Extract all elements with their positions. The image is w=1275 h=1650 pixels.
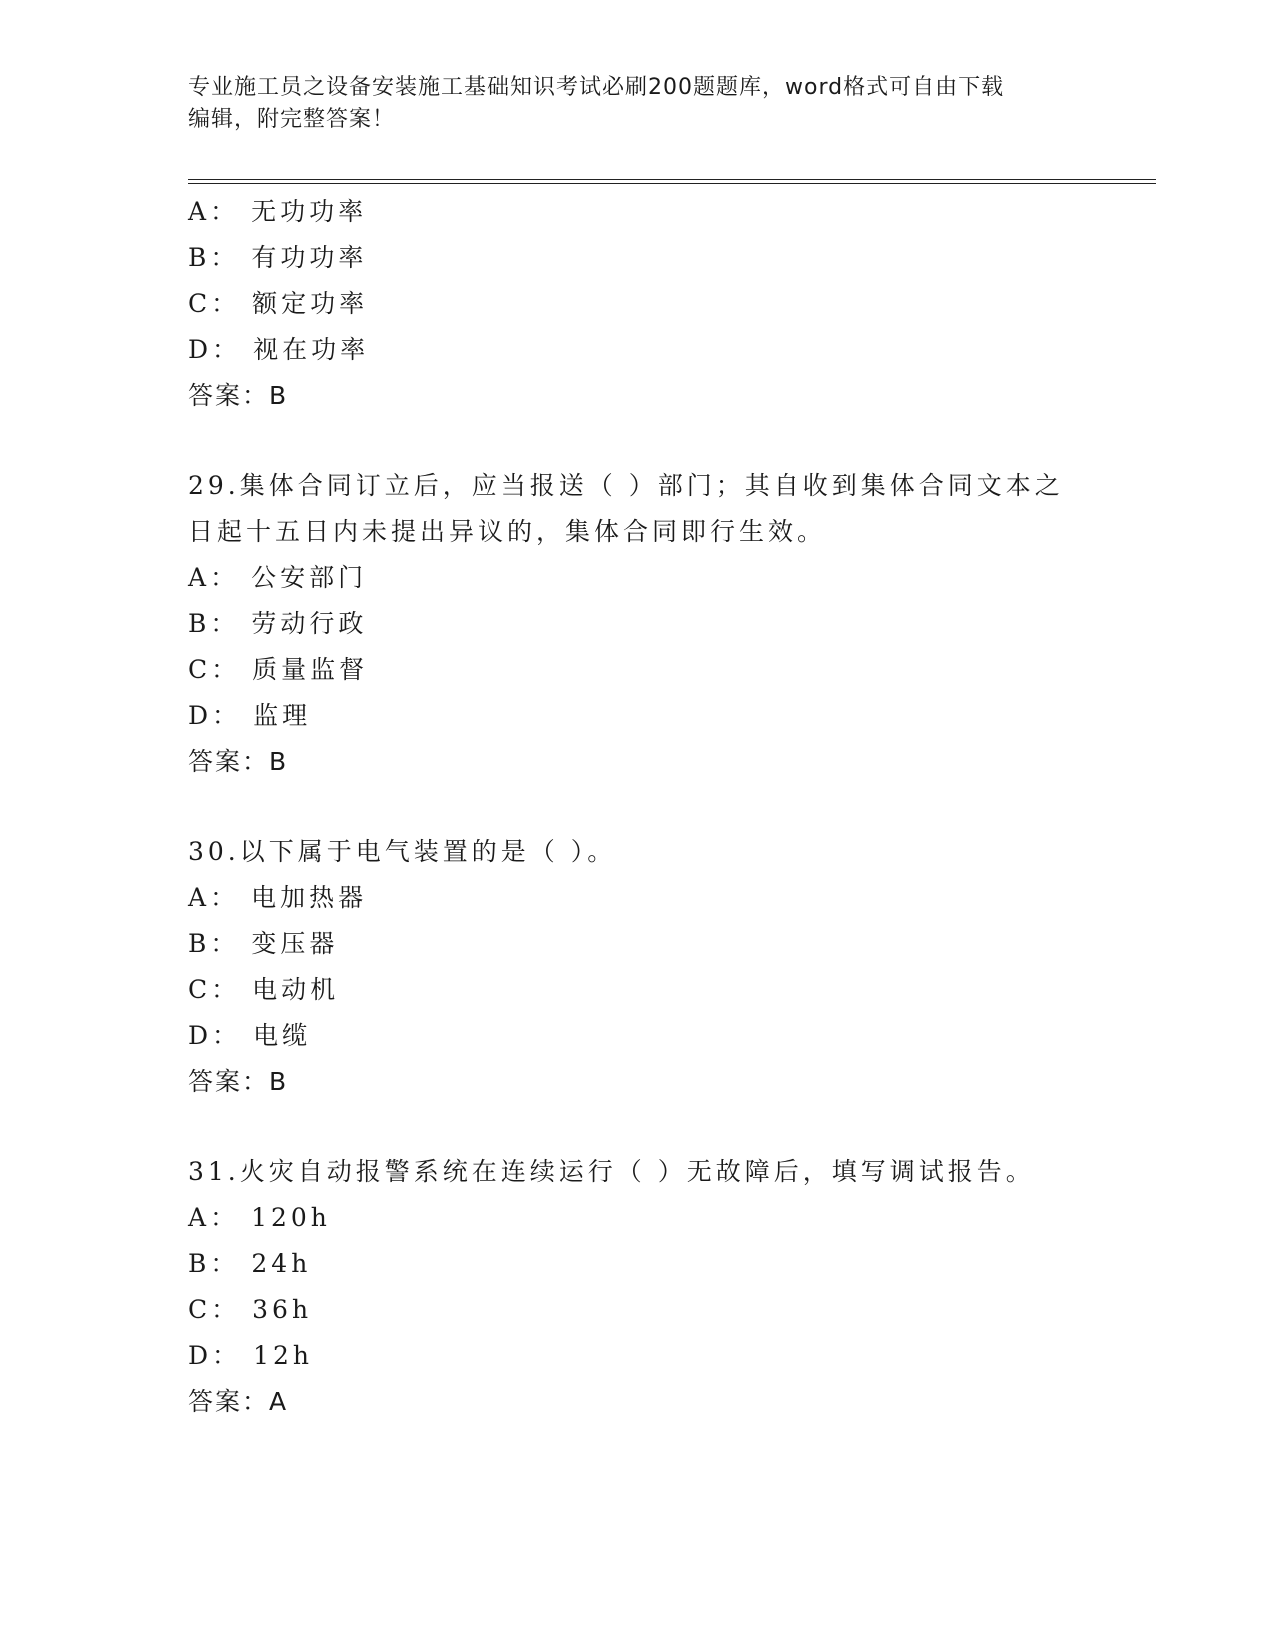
option-separator: ： [210,1249,240,1278]
header-divider-top [188,179,1156,180]
option-key: C [188,975,212,1004]
option-separator: ： [211,289,241,318]
option-d [188,327,1088,373]
question-content [188,189,1088,1425]
option-separator: ： [212,335,242,364]
question-block-30 [188,829,1088,1105]
option-b [188,601,1088,647]
option-text: 无功功率 [251,197,368,226]
option-text: 120h [251,1203,331,1232]
option-key: D [188,1341,213,1370]
option-text: 监理 [253,701,312,730]
option-c [188,647,1088,693]
option-text: 36h [252,1295,313,1324]
question-block-28-continued [188,189,1088,419]
option-key: B [188,609,211,638]
option-a [188,1195,1088,1241]
header-divider-bottom [188,183,1156,184]
question-text-line-1: 以下属于电气装置的是（ ）。 [239,837,617,866]
answer-label: 答案：B [188,1067,289,1096]
option-key: A [188,883,211,912]
option-b [188,1241,1088,1287]
option-key: C [188,289,212,318]
option-key: A [188,197,211,226]
option-text: 电动机 [252,975,340,1004]
question-number: 29. [188,471,240,500]
answer-label: 答案：A [188,1387,289,1416]
option-text: 劳动行政 [251,609,368,638]
option-separator: ： [211,1295,241,1324]
header-line-2: 编辑，附完整答案！ [188,107,396,132]
option-text: 电加热器 [251,883,368,912]
answer-label: 答案：B [188,381,289,410]
question-block-31 [188,1149,1088,1425]
option-b [188,235,1088,281]
option-d [188,693,1088,739]
option-text: 12h [253,1341,313,1370]
answer-label: 答案：B [188,747,289,776]
option-text: 公安部门 [251,563,368,592]
question-text-line-1: 集体合同订立后，应当报送（ ）部门；其自收到集体合同文本之 [239,471,1064,500]
option-key: A [188,1203,211,1232]
option-separator: ： [211,655,241,684]
header-line-1: 专业施工员之设备安装施工基础知识考试必刷200题题库，word格式可自由下载 [188,75,1005,100]
option-c [188,1287,1088,1333]
option-text: 视在功率 [253,335,370,364]
question-number: 31. [188,1157,240,1186]
option-separator: ： [212,1341,242,1370]
question-text [188,829,1088,875]
option-text: 电缆 [253,1021,312,1050]
option-a [188,189,1088,235]
option-key: B [188,929,211,958]
option-text: 质量监督 [252,655,369,684]
option-separator: ： [210,929,240,958]
option-c [188,967,1088,1013]
option-separator: ： [211,975,241,1004]
option-text: 有功功率 [251,243,368,272]
option-a [188,555,1088,601]
option-separator: ： [210,243,240,272]
option-text: 变压器 [251,929,339,958]
option-separator: ： [210,197,240,226]
option-separator: ： [210,563,240,592]
question-block-29 [188,463,1088,785]
option-text: 24h [251,1249,312,1278]
question-text-line-2: 日起十五日内未提出异议的，集体合同即行生效。 [188,517,827,546]
question-text [188,463,1088,555]
option-separator: ： [210,883,240,912]
option-separator: ： [210,609,240,638]
option-key: D [188,335,213,364]
option-separator: ： [210,1203,240,1232]
question-text-line-1: 火灾自动报警系统在连续运行（ ）无故障后，填写调试报告。 [239,1157,1035,1186]
option-a [188,875,1088,921]
question-text [188,1149,1088,1195]
option-text: 额定功率 [252,289,369,318]
option-key: C [188,1295,212,1324]
option-separator: ： [212,701,242,730]
option-d [188,1013,1088,1059]
option-b [188,921,1088,967]
option-separator: ： [212,1021,242,1050]
option-key: C [188,655,212,684]
option-key: D [188,1021,213,1050]
question-number: 30. [188,837,240,866]
option-d [188,1333,1088,1379]
option-key: B [188,1249,211,1278]
option-c [188,281,1088,327]
option-key: B [188,243,211,272]
option-key: D [188,701,213,730]
option-key: A [188,563,211,592]
document-header [188,72,1088,136]
